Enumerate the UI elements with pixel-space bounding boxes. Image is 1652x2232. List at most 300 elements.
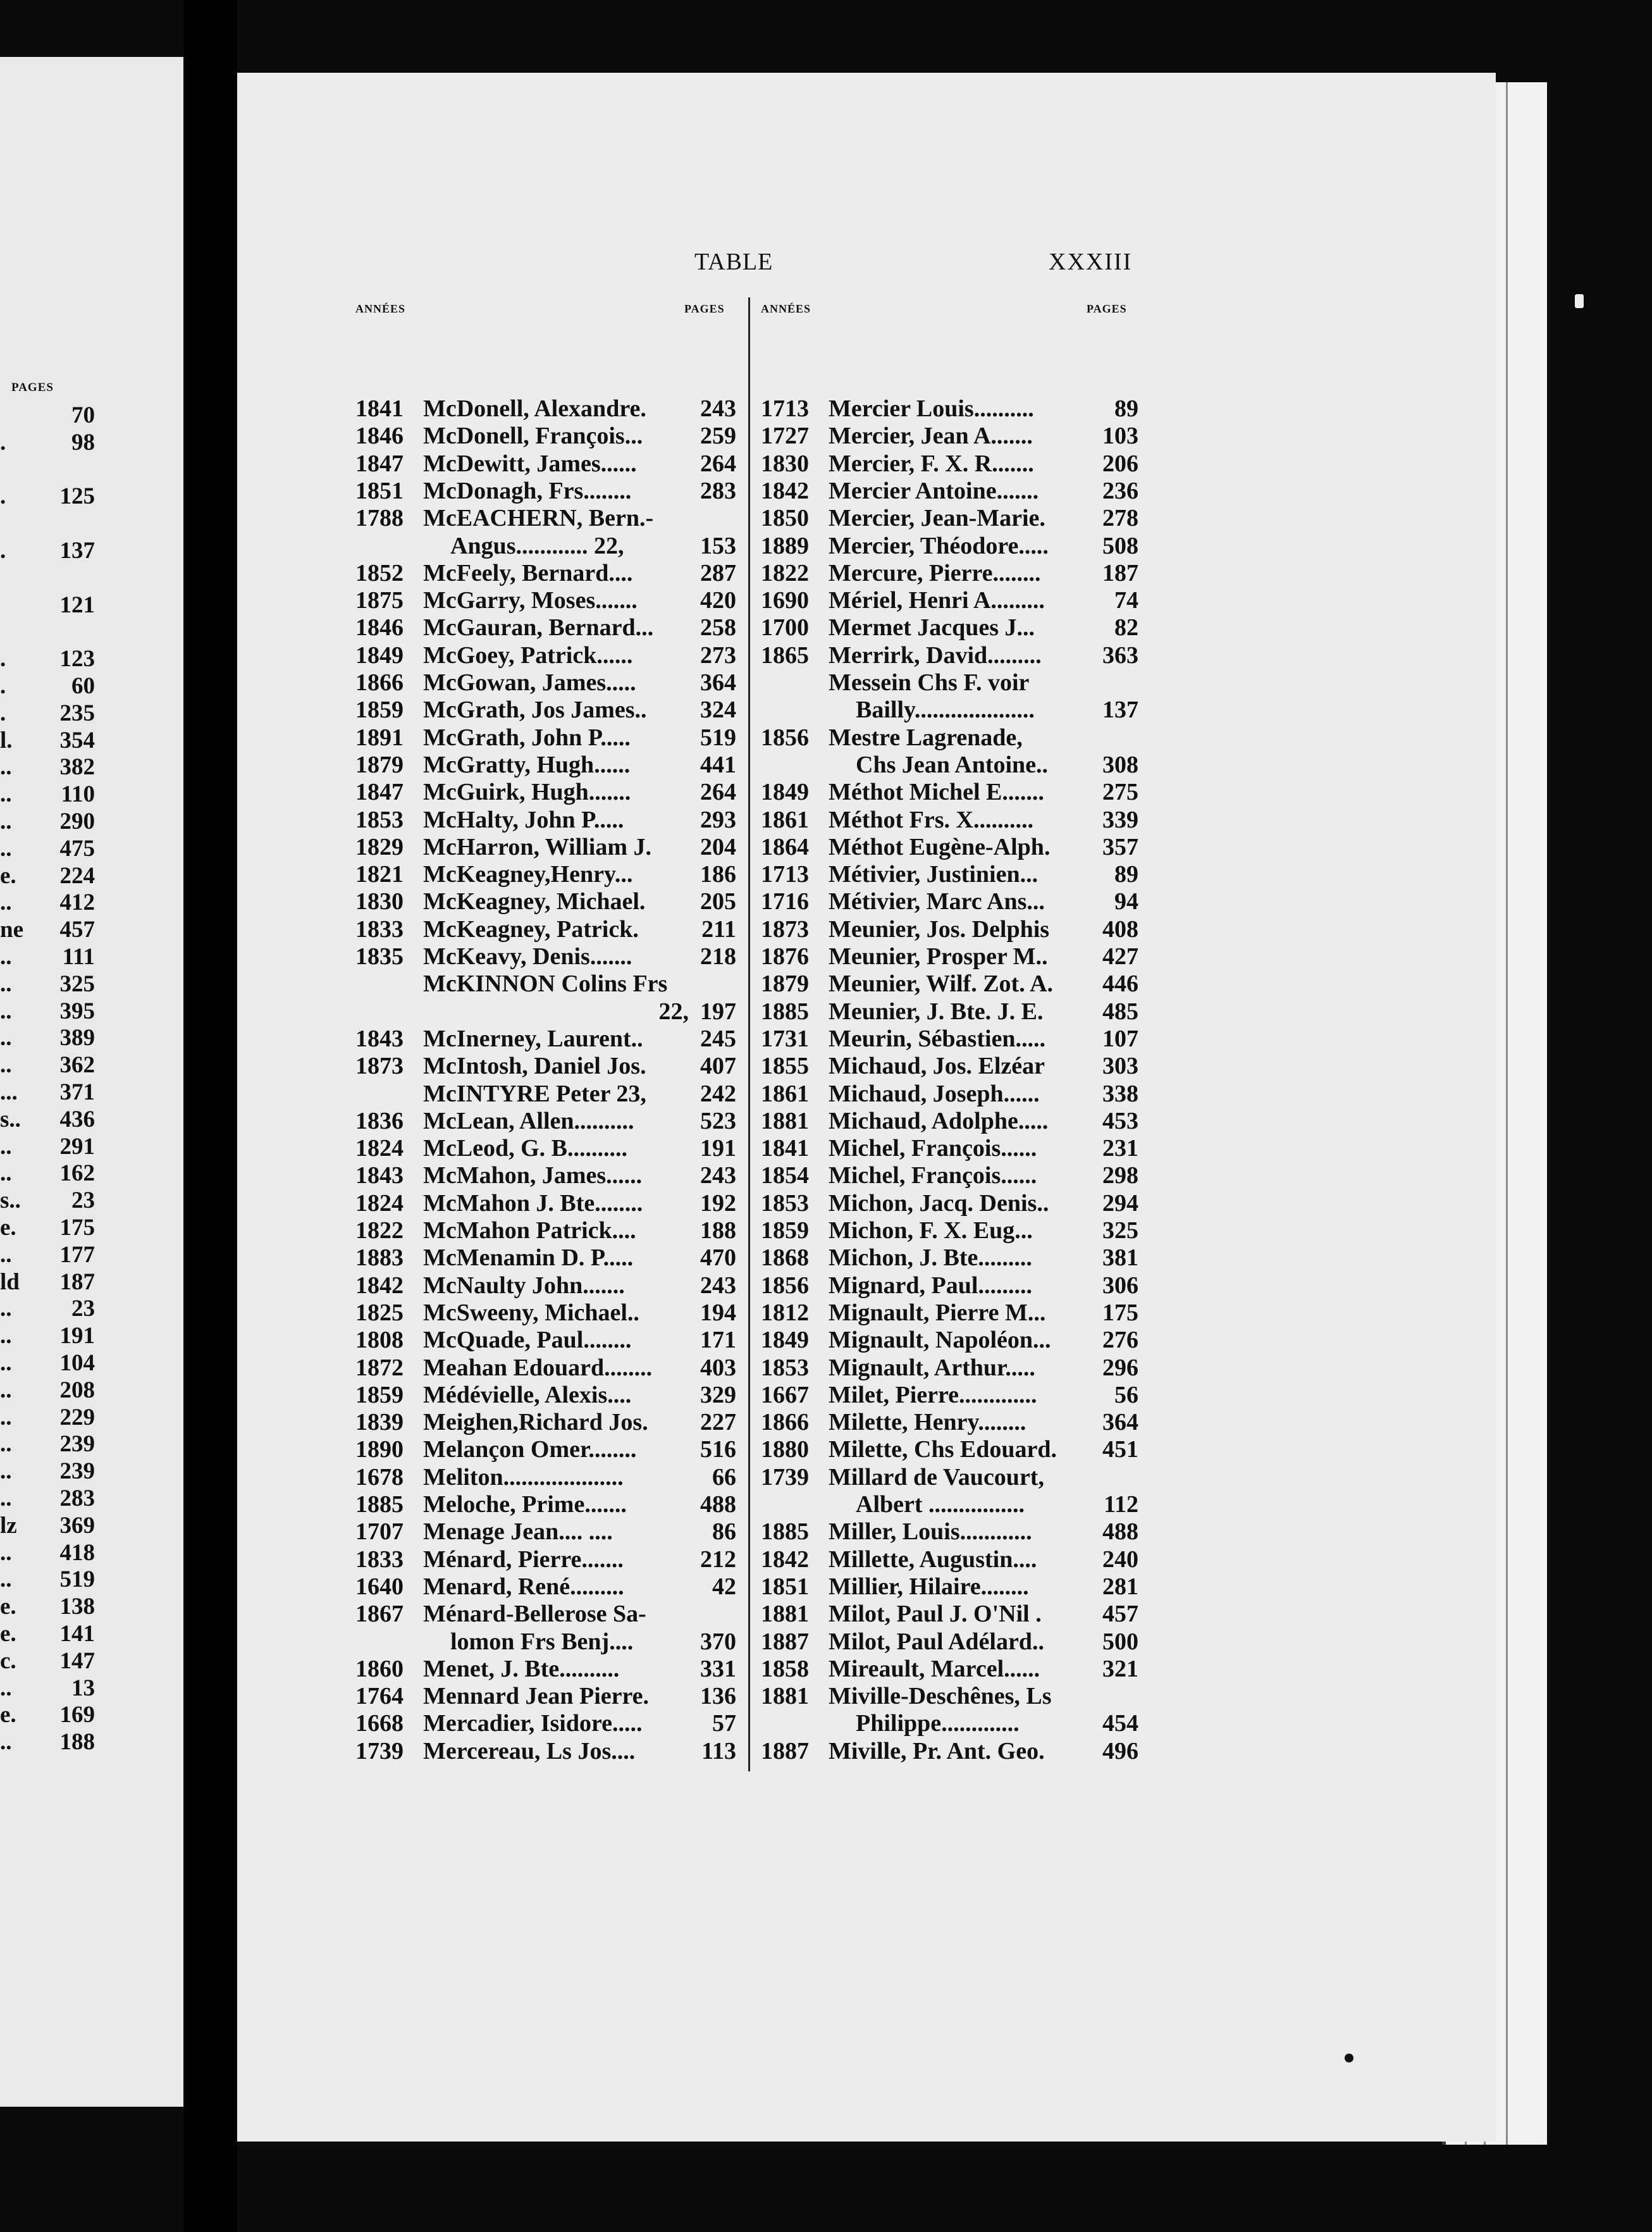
entry-name: McEACHERN, Bern.- [423,505,654,532]
entry-page: 273 [700,642,736,669]
entry-year: 1853 [761,1354,809,1381]
index-entry [355,1436,736,1463]
entry-page: 364 [1102,1409,1138,1436]
index-entry [355,1573,736,1601]
entry-name: Ménard-Bellerose Sa- [423,1601,646,1628]
entry-year: 1855 [761,1053,809,1080]
entry-page: 457 [1102,1601,1138,1628]
index-entry [761,1546,1138,1573]
entry-page: 303 [1102,1053,1138,1080]
entry-name: Milette, Henry........ [829,1409,1026,1436]
line-fragment: ld [0,1268,20,1295]
entry-page: 113 [701,1737,736,1764]
entry-name: Médévielle, Alexis.... [423,1381,632,1408]
entry-name: McSweeny, Michael.. [423,1299,639,1326]
entry-page: 427 [1102,943,1138,970]
entry-page: 363 [1102,642,1138,669]
line-fragment: .. [0,1539,12,1566]
entry-page: 136 [700,1683,736,1710]
entry-year: 1849 [761,779,809,806]
line-fragment: .. [0,835,12,862]
entry-year: 1667 [761,1381,809,1408]
entry-page: 211 [701,915,736,943]
entry-name: Michaud, Jos. Elzéar [829,1053,1045,1080]
entry-page: 454 [1102,1710,1138,1737]
entry-year: 1678 [355,1463,404,1491]
entry-name: Millard de Vaucourt, [829,1463,1044,1491]
entry-year: 1851 [761,1573,809,1600]
line-fragment: . [0,646,6,673]
index-entry [761,1244,1138,1272]
entry-name: McFeely, Bernard.... [423,559,633,586]
entry-page: 321 [1102,1655,1138,1682]
line-page: 104 [59,1350,95,1376]
entry-name: Melançon Omer........ [423,1436,637,1463]
entry-page: 204 [700,833,736,860]
entry-page: 446 [1102,970,1138,998]
entry-year: 1716 [761,888,809,915]
entry-page: 89 [1114,395,1138,422]
line-fragment: .. [0,970,12,997]
entry-page: 264 [700,779,736,806]
index-entry [355,861,736,888]
line-page: 137 [59,538,95,564]
entry-page: 171 [700,1327,736,1354]
column-divider [748,297,750,1771]
entry-year: 1842 [355,1272,404,1299]
entry-name: McGratty, Hugh...... [423,751,631,778]
index-entry [355,1628,736,1656]
entry-year: 1852 [355,559,404,586]
entry-year: 1866 [355,669,404,696]
column-header-pages-right: PAGES [1087,302,1127,315]
entry-year: 1843 [355,1025,404,1052]
entry-name: McGowan, James..... [423,669,636,696]
index-entry [355,1190,736,1217]
index-entry [761,1135,1138,1162]
entry-page: 488 [1102,1518,1138,1546]
entry-page: 485 [1102,998,1138,1025]
index-entry [761,724,1138,752]
entry-page: 357 [1102,833,1138,860]
entry-name: Métivier, Justinien... [829,861,1039,888]
line-fragment: . [0,700,6,726]
entry-year: 1713 [761,861,809,888]
entry-page: 231 [1102,1135,1138,1162]
line-fragment: .. [0,1025,12,1051]
entry-page: 500 [1102,1628,1138,1655]
entry-page: 453 [1102,1107,1138,1134]
index-entry [355,1244,736,1272]
entry-year: 1860 [355,1655,404,1682]
entry-name: Méthot Frs. X.......... [829,806,1033,833]
entry-name: Bailly.................... [856,697,1035,724]
entry-name: 22, [658,998,689,1025]
index-entry [761,1573,1138,1601]
entry-year: 1727 [761,423,809,450]
entry-year: 1853 [761,1189,809,1217]
entry-year: 1849 [761,1327,809,1354]
entry-year: 1891 [355,724,404,751]
entry-year: 1830 [355,888,404,915]
entry-page: 294 [1102,1189,1138,1217]
entry-name: Mercier, F. X. R....... [829,450,1034,477]
entry-name: McKINNON Colins Frs [423,970,668,998]
page-number: XXXIII [1049,249,1133,275]
entry-page: 243 [700,1272,736,1299]
line-fragment: .. [0,781,12,808]
entry-page: 329 [700,1381,736,1408]
entry-name: McDewitt, James...... [423,450,637,477]
entry-name: McKeagney, Michael. [423,888,646,915]
entry-year: 1865 [761,642,809,669]
entry-year: 1842 [761,1546,809,1573]
index-entry [761,1299,1138,1327]
entry-page: 281 [1102,1573,1138,1600]
index-entry [355,807,736,834]
entry-name: Mercier, Jean-Marie. [829,505,1045,532]
entry-page: 519 [700,724,736,751]
index-entry [761,560,1138,587]
entry-page: 331 [700,1655,736,1682]
line-page: 239 [59,1458,95,1485]
index-entry [761,1026,1138,1053]
entry-year: 1812 [761,1299,809,1326]
entry-name: Merrirk, David......... [829,642,1042,669]
index-entry [761,450,1138,478]
entry-name: Mennard Jean Pierre. [423,1683,650,1710]
index-entry [355,1053,736,1080]
index-entry [761,943,1138,970]
index-entry [355,533,736,560]
entry-year: 1731 [761,1025,809,1052]
entry-name: Michon, J. Bte......... [829,1244,1032,1272]
line-fragment: .. [0,1675,12,1701]
entry-page: 194 [700,1299,736,1326]
entry-year: 1700 [761,614,809,642]
line-page: 169 [59,1702,95,1728]
line-fragment: ne [0,917,23,943]
entry-year: 1881 [761,1683,809,1710]
entry-year: 1849 [355,642,404,669]
entry-name: Mireault, Marcel...... [829,1655,1040,1682]
entry-page: 403 [700,1354,736,1381]
entry-page: 243 [700,395,736,422]
entry-name: Meunier, Jos. Delphis [829,915,1050,943]
entry-year: 1875 [355,587,404,614]
entry-page: 57 [712,1710,736,1737]
line-fragment: e. [0,1594,16,1620]
index-entry [761,533,1138,560]
entry-name: Mercier Antoine....... [829,477,1039,504]
entry-year: 1861 [761,1080,809,1107]
entry-name: Meahan Edouard........ [423,1354,653,1381]
left-page-line [0,1728,101,1769]
index-entry [761,1518,1138,1546]
entry-year: 1881 [761,1107,809,1134]
line-fragment: .. [0,1241,12,1268]
entry-year: 1690 [761,587,809,614]
line-page: 235 [59,700,95,726]
line-fragment: e. [0,862,16,889]
entry-year: 1822 [761,559,809,586]
entry-year: 1822 [355,1217,404,1244]
index-entry [355,1464,736,1491]
index-entry [355,1601,736,1628]
entry-name: McHarron, William J. [423,833,651,860]
entry-name: McMahon, James...... [423,1162,643,1189]
entry-name: McLeod, G. B.......... [423,1135,627,1162]
line-page: 70 [71,402,95,428]
entry-name: McGauran, Bernard... [423,614,654,642]
line-fragment: .. [0,1729,12,1756]
entry-year: 1808 [355,1327,404,1354]
entry-name: Mignault, Napoléon... [829,1327,1051,1354]
entry-page: 227 [700,1409,736,1436]
entry-name: Mercier Louis.......... [829,395,1034,422]
entry-year: 1788 [355,505,404,532]
index-entry [355,1135,736,1162]
entry-name: Mignard, Paul......... [829,1272,1032,1299]
index-entry [761,1272,1138,1299]
entry-name: McDonell, Alexandre. [423,395,646,422]
line-page: 224 [59,862,95,889]
index-entry [355,943,736,970]
entry-page: 324 [700,697,736,724]
index-entry [355,724,736,752]
entry-name: McKeagney,Henry... [423,861,633,888]
entry-page: 287 [700,559,736,586]
index-entry [355,505,736,532]
entry-page: 370 [700,1628,736,1655]
entry-name: Millette, Augustin.... [829,1546,1037,1573]
entry-name: Métivier, Marc Ans... [829,888,1045,915]
entry-name: Michel, François...... [829,1135,1037,1162]
line-page: 239 [59,1431,95,1458]
entry-year: 1846 [355,423,404,450]
line-fragment: .. [0,754,12,781]
entry-name: McKeavy, Denis....... [423,943,632,970]
entry-name: Miller, Louis............ [829,1518,1032,1546]
entry-name: McMahon J. Bte........ [423,1189,643,1217]
entry-name: Mériel, Henri A......... [829,587,1045,614]
entry-name: McDonell, François... [423,423,643,450]
entry-page: 451 [1102,1436,1138,1463]
index-entry [761,888,1138,915]
line-page: 519 [59,1566,95,1593]
index-entry [355,834,736,861]
line-fragment: . [0,429,6,456]
index-entry [355,450,736,478]
entry-name: Milet, Pierre............. [829,1381,1037,1408]
line-page: 371 [59,1079,95,1105]
index-entry [355,587,736,614]
line-page: 111 [62,944,95,970]
line-page: 138 [59,1594,95,1620]
index-entry [355,1656,736,1683]
entry-page: 407 [700,1053,736,1080]
index-entry [761,861,1138,888]
index-entry [761,1683,1138,1710]
entry-year: 1640 [355,1573,404,1600]
line-fragment: .. [0,998,12,1024]
line-page: 389 [59,1025,95,1051]
entry-page: 186 [700,861,736,888]
column-header-pages-left: PAGES [684,302,725,315]
line-fragment: . [0,483,6,510]
entry-name: Meliton.................... [423,1463,624,1491]
left-facing-page [0,57,183,2107]
index-entry [355,1382,736,1409]
index-entry [355,779,736,806]
entry-year: 1842 [761,477,809,504]
line-page: 162 [59,1160,95,1187]
entry-year: 1835 [355,943,404,970]
edge-speck [1575,294,1584,308]
entry-page: 306 [1102,1272,1138,1299]
index-entry [761,697,1138,724]
entry-page: 508 [1102,532,1138,559]
column-header-years-left: ANNÉES [355,302,406,315]
index-entry [355,1683,736,1710]
index-entry [761,587,1138,614]
line-fragment: lz [0,1512,17,1539]
index-entry [761,1382,1138,1409]
entry-page: 420 [700,587,736,614]
index-entry [761,395,1138,423]
line-fragment: s.. [0,1106,21,1132]
entry-page: 339 [1102,806,1138,833]
entry-year: 1841 [355,395,404,422]
entry-year: 1879 [761,970,809,998]
entry-page: 74 [1114,587,1138,614]
line-page: 60 [71,673,95,699]
entry-page: 56 [1114,1381,1138,1408]
entry-name: Meurin, Sébastien..... [829,1025,1046,1052]
entry-page: 258 [700,614,736,642]
index-entry [761,1601,1138,1628]
index-entry [355,998,736,1026]
entry-name: McGrath, John P..... [423,724,631,751]
entry-page: 523 [700,1107,736,1134]
line-page: 354 [59,727,95,753]
index-entry [355,1026,736,1053]
line-fragment: .. [0,1458,12,1485]
entry-year: 1830 [761,450,809,477]
left-pages-label: PAGES [11,381,54,394]
entry-name: Messein Chs F. voir [829,669,1030,696]
line-fragment: .. [0,1133,12,1160]
entry-page: 107 [1102,1025,1138,1052]
entry-year: 1868 [761,1244,809,1272]
index-entry [355,1162,736,1189]
entry-page: 205 [700,888,736,915]
index-entry [355,1217,736,1244]
line-page: 147 [59,1647,95,1674]
entry-year: 1880 [761,1436,809,1463]
entry-name: Meunier, J. Bte. J. E. [829,998,1044,1025]
entry-page: 240 [1102,1546,1138,1573]
entry-page: 153 [700,532,736,559]
index-entry [761,807,1138,834]
index-entry [761,1738,1138,1765]
index-entry [761,642,1138,669]
index-entry [761,1436,1138,1463]
entry-name: Michon, F. X. Eug... [829,1217,1033,1244]
entry-page: 516 [700,1436,736,1463]
index-entry [761,1656,1138,1683]
index-entry [761,1327,1138,1354]
index-entry [355,1409,736,1436]
entry-year: 1839 [355,1409,404,1436]
entry-name: McInerney, Laurent.. [423,1025,643,1052]
index-entry [355,1355,736,1382]
index-entry [355,642,736,669]
index-entry [761,752,1138,779]
entry-name: Méthot Michel E....... [829,779,1044,806]
entry-name: McGoey, Patrick...... [423,642,633,669]
index-entry [761,834,1138,861]
line-fragment: . [0,673,6,699]
entry-year: 1889 [761,532,809,559]
entry-year: 1856 [761,724,809,751]
index-entry [761,423,1138,450]
entry-name: McINTYRE Peter 23, [423,1080,646,1107]
line-page: 418 [59,1539,95,1566]
entry-year: 1833 [355,1546,404,1573]
line-page: 98 [71,429,95,456]
entry-year: 1856 [761,1272,809,1299]
entry-year: 1885 [761,1518,809,1546]
entry-year: 1866 [761,1409,809,1436]
entry-year: 1825 [355,1299,404,1326]
entry-name: Mercier, Jean A....... [829,423,1033,450]
entry-name: McMahon Patrick.... [423,1217,636,1244]
entry-page: 259 [700,423,736,450]
line-page: 123 [59,646,95,673]
entry-page: 82 [1114,614,1138,642]
line-fragment: s.. [0,1187,21,1214]
entry-name: Mignault, Pierre M... [829,1299,1046,1326]
entry-name: Meunier, Prosper M.. [829,943,1048,970]
entry-page: 264 [700,450,736,477]
entry-page: 488 [700,1491,736,1518]
line-fragment: .. [0,1160,12,1187]
line-page: 291 [59,1133,95,1160]
entry-year: 1668 [355,1710,404,1737]
entry-name: McLean, Allen.......... [423,1107,634,1134]
entry-year: 1847 [355,450,404,477]
index-entry [761,478,1138,505]
index-entry [355,1738,736,1765]
entry-name: McGrath, Jos James.. [423,697,647,724]
line-fragment: e. [0,1702,16,1728]
entry-page: 278 [1102,505,1138,532]
entry-page: 137 [1102,697,1138,724]
index-entry [761,614,1138,642]
entry-name: Milot, Paul J. O'Nil . [829,1601,1042,1628]
entry-year: 1887 [761,1628,809,1655]
entry-year: 1890 [355,1436,404,1463]
entry-year: 1859 [761,1217,809,1244]
line-page: 362 [59,1052,95,1079]
entry-name: Menet, J. Bte.......... [423,1655,620,1682]
entry-name: Albert ................ [856,1491,1025,1518]
line-page: 475 [59,835,95,862]
entry-name: Angus............ 22, [450,532,624,559]
entry-name: Michel, François...... [829,1162,1037,1189]
index-entry [761,1162,1138,1189]
